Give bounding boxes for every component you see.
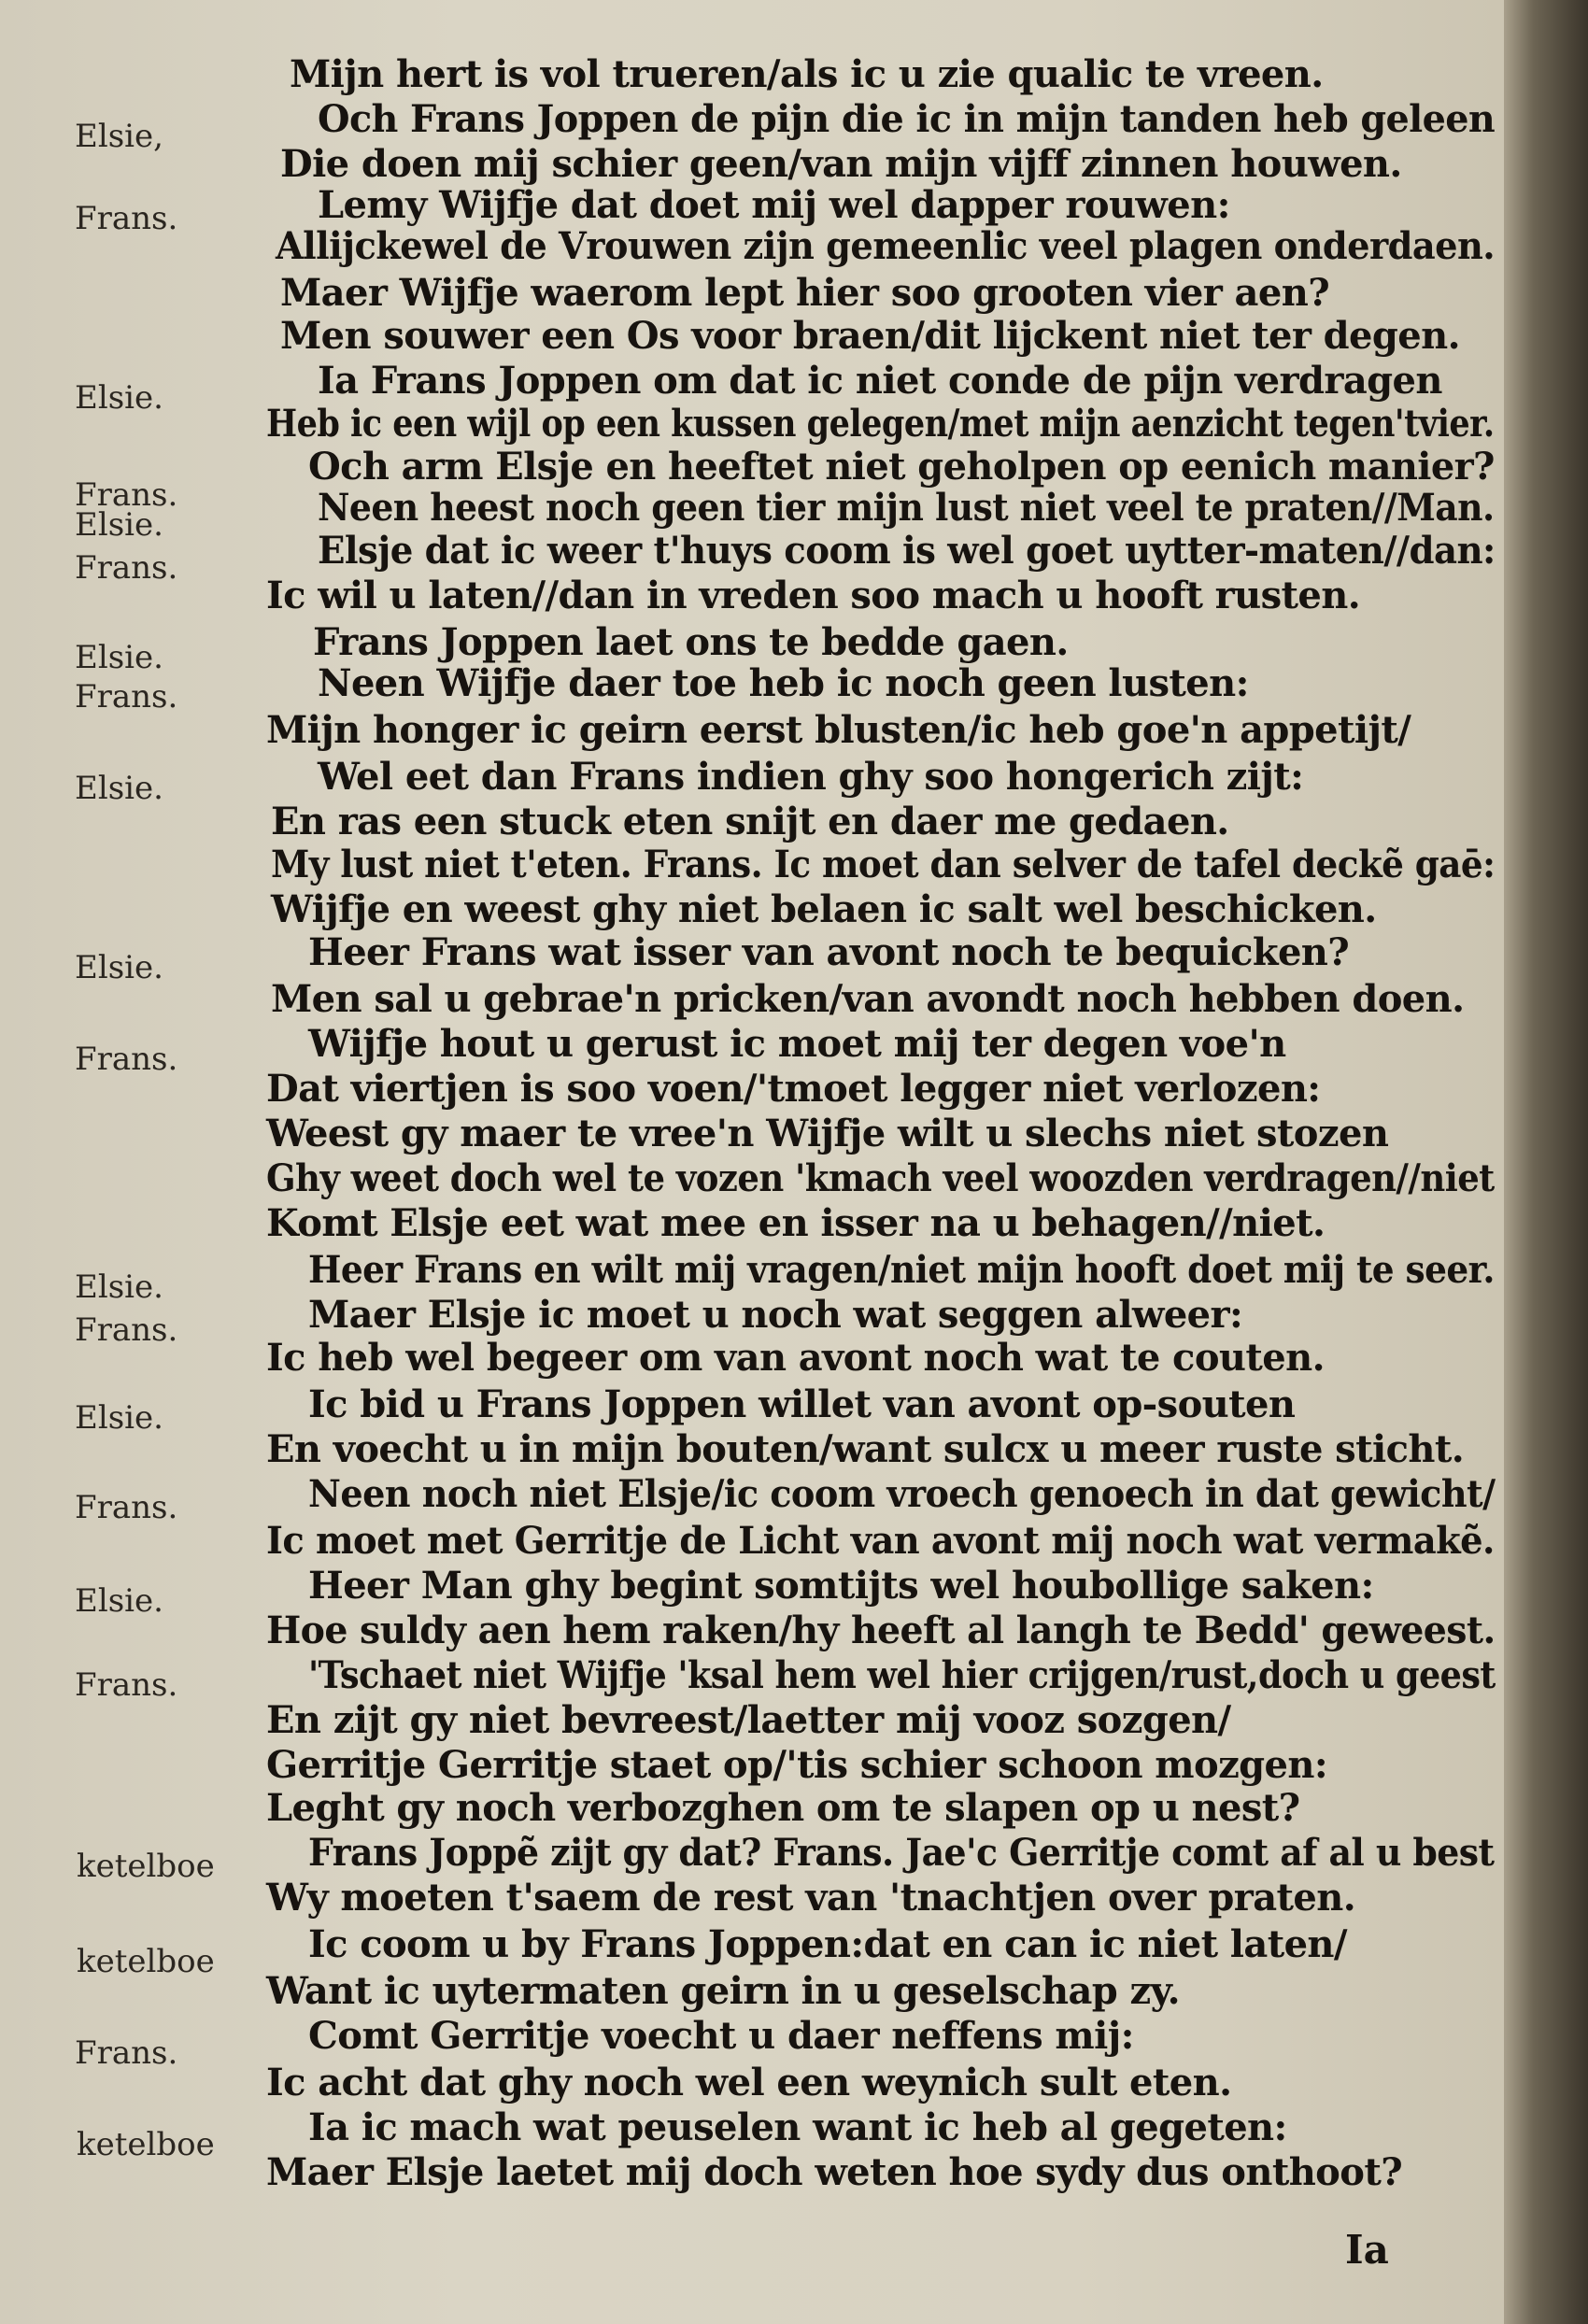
- verse-line: Maer Elsje ic moet u noch wat seggen alweer:: [308, 1293, 1243, 1337]
- verse-line: Ia ic mach wat peuselen want ic heb al gegeten:: [308, 2105, 1287, 2149]
- verse-line: Ia Frans Joppen om dat ic niet conde de pijn verdragen: [318, 359, 1442, 403]
- verse-line: My lust niet t'eten. Frans. Ic moet dan selver de tafel deckẽ gaē:: [271, 843, 1496, 886]
- verse-line: En zijt gy niet bevreest/laetter mij vooz sozgen/: [266, 1698, 1231, 1742]
- verse-line: Maer Wijfje waerom lept hier soo grooten vier aen?: [280, 271, 1330, 315]
- verse-line: Heb ic een wijl op een kussen gelegen/met mijn aenzicht tegen'tvier.: [266, 402, 1495, 446]
- speaker-label: Elsie.: [75, 639, 163, 676]
- verse-line: Allijckewel de Vrouwen zijn gemeenlic veel plagen onderdaen.: [276, 224, 1496, 268]
- speaker-label: Elsie.: [75, 1268, 163, 1306]
- verse-line: Ic acht dat ghy noch wel een weynich sult eten.: [266, 2061, 1232, 2104]
- verse-line: Neen noch niet Elsje/ic coom vroech genoech in dat gewicht/: [308, 1472, 1496, 1516]
- verse-line: En ras een stuck eten snijt en daer me gedaen.: [271, 800, 1229, 843]
- speaker-label: ketelboe: [77, 2126, 215, 2163]
- speaker-label: Frans.: [75, 678, 178, 716]
- verse-line: Neen Wijfje daer toe heb ic noch geen lusten:: [318, 661, 1249, 705]
- verse-line: En voecht u in mijn bouten/want sulcx u meer ruste sticht.: [266, 1427, 1465, 1471]
- speaker-label: Elsie.: [75, 1582, 163, 1620]
- speaker-label: Elsie.: [75, 379, 163, 417]
- verse-line: Want ic uytermaten geirn in u geselschap zy.: [266, 1969, 1180, 2013]
- speaker-label: Frans.: [75, 549, 178, 587]
- speaker-label: ketelboe: [77, 1943, 215, 1980]
- verse-line: Elsje dat ic weer t'huys coom is wel goet uytter-maten//dan:: [318, 529, 1496, 573]
- speaker-label: Frans.: [75, 476, 178, 514]
- verse-line: Mijn hert is vol trueren/als ic u zie qualic te vreen.: [290, 52, 1324, 96]
- verse-line: Ic wil u laten//dan in vreden soo mach u hooft rusten.: [266, 574, 1361, 617]
- speaker-label: Elsie.: [75, 506, 163, 544]
- verse-line: Heer Frans wat isser van avont noch te bequicken?: [308, 930, 1350, 974]
- verse-line: Neen heest noch geen tier mijn lust niet veel te praten//Man.: [318, 486, 1495, 530]
- verse-line: Wijfje en weest ghy niet belaen ic salt wel beschicken.: [271, 887, 1377, 931]
- verse-line: Frans Joppen laet ons te bedde gaen.: [313, 620, 1069, 664]
- verse-line: Maer Elsje laetet mij doch weten hoe sydy dus onthoot?: [266, 2150, 1403, 2194]
- verse-line: Frans Joppẽ zijt gy dat? Frans. Jae'c Gerritje comt af al u best: [308, 1831, 1495, 1875]
- verse-line: Heer Man ghy begint somtijts wel houbollige saken:: [308, 1564, 1374, 1608]
- verse-line: Ic heb wel begeer om van avont noch wat te couten.: [266, 1336, 1325, 1380]
- speaker-label: Elsie.: [75, 1399, 163, 1437]
- verse-line: Och Frans Joppen de pijn die ic in mijn tanden heb geleen: [318, 97, 1496, 141]
- catchword: Ia: [1345, 2227, 1389, 2273]
- speaker-label: Elsie.: [75, 770, 163, 807]
- verse-line: Hoe suldy aen hem raken/hy heeft al langh te Bedd' geweest.: [266, 1608, 1496, 1652]
- speaker-label: Frans.: [75, 1311, 178, 1349]
- verse-line: Comt Gerritje voecht u daer neffens mij:: [308, 2014, 1134, 2058]
- verse-line: Wy moeten t'saem de rest van 'tnachtjen over praten.: [266, 1876, 1356, 1920]
- speaker-label: Frans.: [75, 1666, 178, 1704]
- verse-line: Lemy Wijfje dat doet mij wel dapper rouwen:: [318, 183, 1230, 227]
- verse-line: Gerritje Gerritje staet op/'tis schier schoon mozgen:: [266, 1743, 1328, 1787]
- verse-line: Mijn honger ic geirn eerst blusten/ic heb goe'n appetijt/: [266, 708, 1411, 752]
- verse-line: 'Tschaet niet Wijfje 'ksal hem wel hier crijgen/rust,doch u geest: [308, 1653, 1496, 1697]
- verse-line: Ic moet met Gerritje de Licht van avont mij noch wat vermakẽ.: [266, 1519, 1495, 1563]
- verse-line: Heer Frans en wilt mij vragen/niet mijn hooft doet mij te seer.: [308, 1248, 1495, 1292]
- verse-line: Wel eet dan Frans indien ghy soo hongerich zijt:: [318, 755, 1304, 799]
- verse-line: Leght gy noch verbozghen om te slapen op u nest?: [266, 1786, 1300, 1830]
- verse-line: Ic coom u by Frans Joppen:dat en can ic niet laten/: [308, 1922, 1347, 1966]
- verse-line: Weest gy maer te vree'n Wijfje wilt u slechs niet stozen: [266, 1112, 1389, 1155]
- verse-line: Men souwer een Os voor braen/dit lijckent niet ter degen.: [280, 314, 1460, 358]
- verse-line: Ghy weet doch wel te vozen 'kmach veel woozden verdragen//niet: [266, 1156, 1495, 1200]
- speaker-label: Frans.: [75, 1041, 178, 1078]
- verse-line: Die doen mij schier geen/van mijn vijff zinnen houwen.: [280, 142, 1402, 186]
- speaker-label: Elsie.: [75, 949, 163, 986]
- speaker-label: Frans.: [75, 1489, 178, 1526]
- verse-line: Och arm Elsje en heeftet niet geholpen op eenich manier?: [308, 445, 1495, 489]
- speaker-label: Frans.: [75, 200, 178, 237]
- verse-line: Ic bid u Frans Joppen willet van avont op-souten: [308, 1382, 1296, 1426]
- verse-line: Wijfje hout u gerust ic moet mij ter degen voe'n: [308, 1022, 1286, 1066]
- speaker-label: Frans.: [75, 2034, 178, 2072]
- verse-line: Dat viertjen is soo voen/'tmoet legger niet verlozen:: [266, 1067, 1321, 1111]
- speaker-label: Elsie,: [75, 118, 163, 155]
- verse-line: Komt Elsje eet wat mee en isser na u behagen//niet.: [266, 1201, 1326, 1245]
- verse-line: Men sal u gebrae'n pricken/van avondt noch hebben doen.: [271, 977, 1465, 1021]
- speaker-label: ketelboe: [77, 1848, 215, 1885]
